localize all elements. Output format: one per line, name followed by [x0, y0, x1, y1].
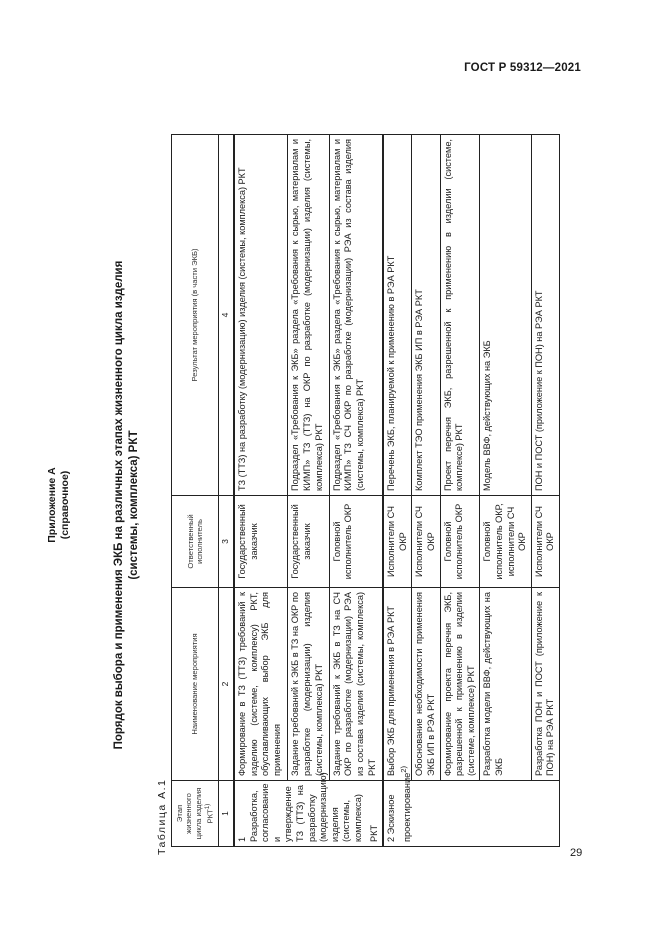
result-cell: Проект перечня ЭКБ, разрешенной к применению в изделии (системе, комплексе) РКТ [440, 135, 480, 496]
executor-cell: Головной исполнитель ОКР [329, 496, 383, 588]
result-cell: Подраздел «Требования к ЭКБ» раздела «Требования к сырью, материалам и КИМП» ТЗ (ТТЗ) на ОКР по разработке (модернизации) изделия (системы, комплекса) РКТ [288, 135, 329, 496]
activity-cell: Разработка модели ВВФ, действующих на ЭКБ [480, 588, 531, 781]
table-row [329, 135, 383, 847]
result-cell: Перечень ЭКБ, планируемой к применению в РЭА РКТ [383, 135, 412, 496]
rotated-content [40, 135, 556, 875]
stage-cell: 1 Разработка, согласование и утверждение ТЗ (ТТЗ) на разработку (модернизацию) изделия (системы, комплекса) РКТ [234, 781, 383, 847]
header-stage: Этап жизненного цикла изделия РКТ$^{1)}$ [172, 781, 219, 847]
table-row [412, 135, 440, 847]
table-row [288, 135, 329, 847]
table-row [440, 135, 480, 847]
table-label: Таблица А.1 [156, 778, 168, 855]
col-number: 4 [219, 135, 235, 496]
activity-cell: Обоснование необходимости применения ЭКБ ИП в РЭА РКТ [412, 588, 440, 781]
document-title: Порядок выбора и применения ЭКБ на различных этапах жизненного цикла изделия (системы, комплекса) РКТ [113, 260, 140, 750]
result-cell: Комплект ТЭО применения ЭКБ ИП в РЭА РКТ [412, 135, 440, 496]
activity-cell: Формирование в ТЗ (ТТЗ) требований к изделию (системе, комплексу) РКТ, обуславливающих выбор ЭКБ для применения [234, 588, 288, 781]
table-header-row [172, 135, 219, 847]
col-number: 3 [219, 496, 235, 588]
executor-cell: Головной исполнитель ОКР [440, 496, 480, 588]
result-cell: ПОН и ПОСТ (приложение к ПОН) на РЭА РКТ [531, 135, 559, 496]
executor-cell: Исполнители СЧ ОКР [383, 496, 412, 588]
header-result: Результат мероприятия (в части ЭКБ) [172, 135, 219, 496]
activity-cell: Задание требований к ЭКБ в ТЗ на СЧ ОКР по разработке (модернизации) РЭА из состава изделия (системы, комплекса) РКТ [329, 588, 383, 781]
page-number: 29 [570, 847, 583, 859]
table-row [480, 135, 531, 847]
activity-cell: Задание требований к ЭКБ в ТЗ на ОКР по разработке (модернизации) изделия (системы, комплекса) РКТ [288, 588, 329, 781]
executor-cell: Головной исполнитель ОКР, исполнители СЧ ОКР [480, 496, 531, 588]
appendix-heading [46, 135, 72, 875]
appendix-title: Приложение А [46, 467, 58, 543]
activity-cell: Разработка ПОН и ПОСТ (приложение к ПОН) на РЭА РКТ [531, 588, 559, 781]
standard-header: ГОСТ Р 59312—2021 [464, 62, 581, 74]
result-cell: Подраздел «Требования к ЭКБ» раздела «Требования к сырью, материалам и КИМП» ТЗ СЧ ОКР по разработке (модернизации) РЭА из состава изделия (системы, комплекса) РКТ [329, 135, 383, 496]
result-cell: Модель ВВФ, действующих на ЭКБ [480, 135, 531, 496]
lifecycle-table [171, 134, 560, 847]
col-number: 1 [219, 781, 235, 847]
header-executor: Ответственный исполнитель [172, 496, 219, 588]
table-row [383, 135, 412, 847]
executor-cell: Исполнители СЧ ОКР [412, 496, 440, 588]
appendix-note: (справочное) [59, 470, 71, 540]
activity-cell: Формирование проекта перечня ЭКБ, разрешенной к применению в изделии (системе, комплексе) РКТ [440, 588, 480, 781]
result-cell: ТЗ (ТТЗ) на разработку (модернизацию) изделия (системы, комплекса) РКТ [234, 135, 288, 496]
column-number-row [219, 135, 235, 847]
table-row [234, 135, 288, 847]
activity-cell: Выбор ЭКБ для применения в РЭА РКТ [383, 588, 412, 781]
executor-cell: Государственный заказчик [234, 496, 288, 588]
table-row [531, 135, 559, 847]
header-activity: Наименование мероприятия [172, 588, 219, 781]
stage-cell: 2 Эскизное проектирование$^{2)}$ [383, 781, 559, 847]
executor-cell: Исполнители СЧ ОКР [531, 496, 559, 588]
executor-cell: Государственный заказчик [288, 496, 329, 588]
col-number: 2 [219, 588, 235, 781]
